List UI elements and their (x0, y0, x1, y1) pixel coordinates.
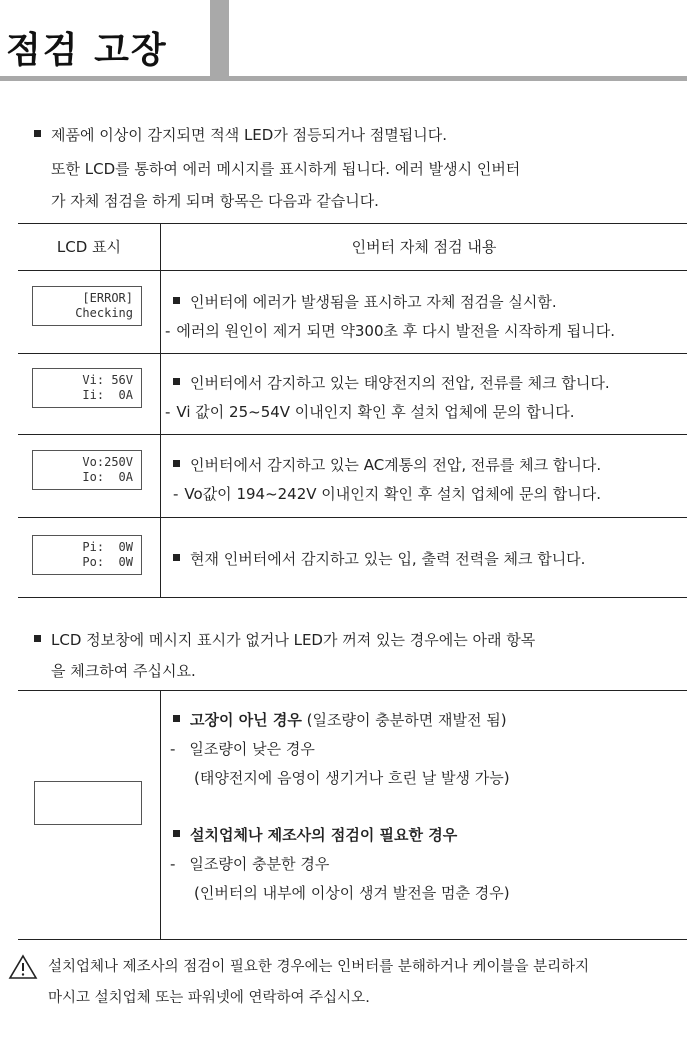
table-column-divider (160, 224, 161, 597)
bullet-icon (173, 378, 180, 385)
table-row-divider (18, 517, 687, 518)
bullet-icon (173, 460, 180, 467)
row-3-line-2: - Vo값이 194~242V 이내인지 확인 후 설치 업체에 문의 합니다. (173, 485, 602, 503)
row-2-line-2: - Vi 값이 25~54V 이내인지 확인 후 설치 업체에 문의 합니다. (165, 403, 575, 421)
case-2-dash: - 일조량이 충분한 경우 (170, 855, 330, 873)
bullet-icon (173, 715, 180, 722)
lcd-display-power: Pi: 0W Po: 0W (32, 535, 142, 575)
case-2-paren: (인버터의 내부에 이상이 생겨 발전을 멈춘 경우) (194, 884, 510, 902)
lcd-display-output: Vo:250V Io: 0A (32, 450, 142, 490)
lcd-display-input: Vi: 56V Ii: 0A (32, 368, 142, 408)
case-1-title: 고장이 아닌 경우 (일조량이 충분하면 재발전 됨) (173, 709, 507, 730)
no-display-table (18, 690, 687, 940)
bullet-icon (173, 554, 180, 561)
page-title: 점검 고장 (6, 30, 168, 71)
table-header-content: 인버터 자체 점검 내용 (351, 238, 497, 256)
second-line-1: LCD 정보창에 메시지 표시가 없거나 LED가 꺼져 있는 경우에는 아래 항목 (34, 625, 535, 655)
row-4-line-1: 현재 인버터에서 감지하고 있는 입, 출력 전력을 체크 합니다. (173, 548, 585, 569)
bullet-icon (34, 130, 41, 137)
bullet-icon (34, 635, 41, 642)
header-rule (0, 76, 687, 81)
table-row-divider (18, 353, 687, 354)
intro-line-1: 제품에 이상이 감지되면 적색 LED가 점등되거나 점멸됩니다. (34, 120, 447, 150)
row-1-line-1: 인버터에 에러가 발생됨을 표시하고 자체 점검을 실시함. (173, 291, 557, 312)
table-column-divider (160, 691, 161, 939)
bullet-icon (173, 297, 180, 304)
case-1-paren: (태양전지에 음영이 생기거나 흐린 날 발생 가능) (194, 769, 510, 787)
bullet-icon (173, 830, 180, 837)
intro-line-3: 가 자체 점검을 하게 되며 항목은 다음과 같습니다. (51, 192, 379, 210)
warning-line-1: 설치업체나 제조사의 점검이 필요한 경우에는 인버터를 분해하거나 케이블을 분리하지 (48, 959, 590, 975)
case-2-title: 설치업체나 제조사의 점검이 필요한 경우 (173, 824, 457, 845)
table-header-lcd: LCD 표시 (56, 238, 122, 256)
warning-line-2: 마시고 설치업체 또는 파워넷에 연락하여 주십시오. (48, 990, 370, 1006)
table-row-divider (18, 434, 687, 435)
lcd-display-blank (34, 781, 142, 825)
case-1-dash: - 일조량이 낮은 경우 (170, 740, 315, 758)
self-check-table (18, 223, 687, 598)
warning-icon (8, 954, 38, 980)
row-3-line-1: 인버터에서 감지하고 있는 AC계통의 전압, 전류를 체크 합니다. (173, 454, 601, 475)
table-row-divider (18, 270, 687, 271)
row-2-line-1: 인버터에서 감지하고 있는 태양전지의 전압, 전류를 체크 합니다. (173, 372, 610, 393)
header-tab-bar (210, 0, 229, 81)
row-1-line-2: - 에러의 원인이 제거 되면 약300초 후 다시 발전을 시작하게 됩니다. (165, 322, 615, 340)
lcd-display-error: [ERROR] Checking (32, 286, 142, 326)
second-line-2: 을 체크하여 주십시요. (51, 662, 196, 680)
intro-line-2: 또한 LCD를 통하여 에러 메시지를 표시하게 됩니다. 에러 발생시 인버터 (51, 160, 521, 178)
